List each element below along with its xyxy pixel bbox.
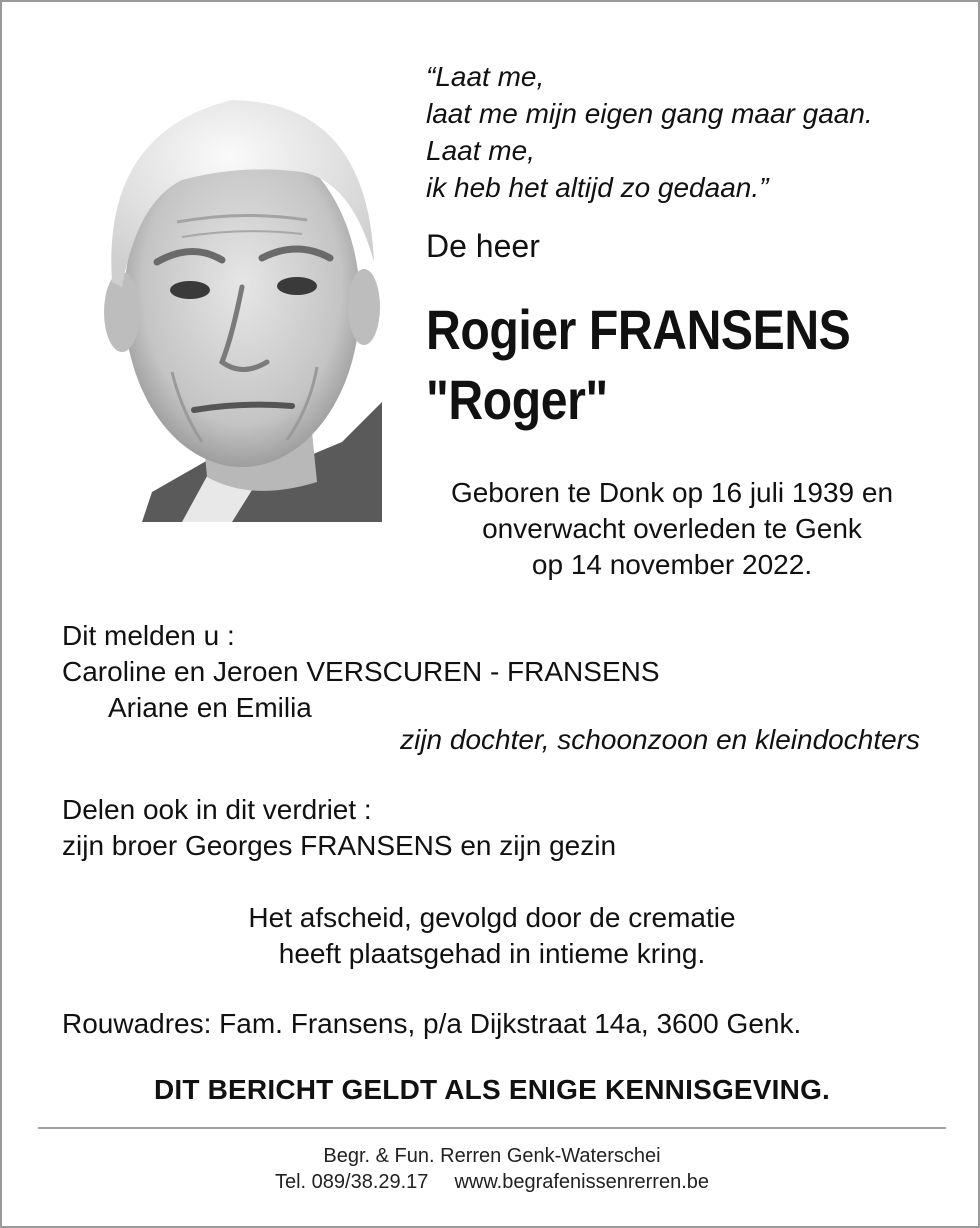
quote-line: Laat me, — [426, 135, 535, 166]
honorific: De heer — [426, 228, 540, 264]
announcers-family: Caroline en Jeroen VERSCUREN - FRANSENS — [62, 656, 660, 687]
sharing-family: zijn broer Georges FRANSENS en zijn gezin — [62, 830, 617, 861]
dates-line: onverwacht overleden te Genk — [482, 513, 862, 544]
deceased-name: Rogier FRANSENS — [426, 298, 851, 361]
quote-line: laat me mijn eigen gang maar gaan. — [426, 98, 873, 129]
dates-line: op 14 november 2022. — [531, 549, 813, 580]
divider — [38, 1127, 946, 1129]
mourning-address: Rouwadres: Fam. Fransens, p/a Dijkstraat 14a, 3600 Genk. — [62, 1008, 802, 1039]
dates-line: Geboren te Donk op 16 juli 1939 en — [450, 477, 894, 508]
announcers-relation: zijn dochter, schoonzoon en kleindochters — [400, 724, 920, 755]
announcers-grandchildren: Ariane en Emilia — [108, 692, 312, 723]
quote-line: “Laat me, — [426, 61, 545, 92]
sharing-intro: Delen ook in dit verdriet : — [62, 794, 372, 825]
funeral-home-website[interactable]: www.begrafenissenrerren.be — [454, 1171, 710, 1193]
quote — [426, 58, 966, 206]
portrait-photo — [82, 72, 392, 522]
farewell-line: heeft plaatsgehad in intieme kring. — [278, 938, 706, 969]
sole-notice: DIT BERICHT GELDT ALS ENIGE KENNISGEVING. — [153, 1074, 831, 1105]
farewell-block — [2, 900, 980, 972]
deceased-name-block — [426, 295, 850, 435]
birth-death-dates — [412, 475, 932, 583]
sharing-block — [62, 792, 616, 864]
funeral-home-phone: Tel. 089/38.29.17 — [274, 1171, 429, 1193]
announcers-block — [62, 618, 660, 726]
quote-line: ik heb het altijd zo gedaan.” — [426, 172, 769, 203]
announcers-intro: Dit melden u : — [62, 620, 235, 651]
funeral-home-name: Begr. & Fun. Rerren Genk-Waterschei — [323, 1145, 661, 1167]
funeral-home-footer — [2, 1143, 980, 1195]
farewell-line: Het afscheid, gevolgd door de crematie — [248, 902, 736, 933]
deceased-nickname: "Roger" — [426, 368, 608, 431]
